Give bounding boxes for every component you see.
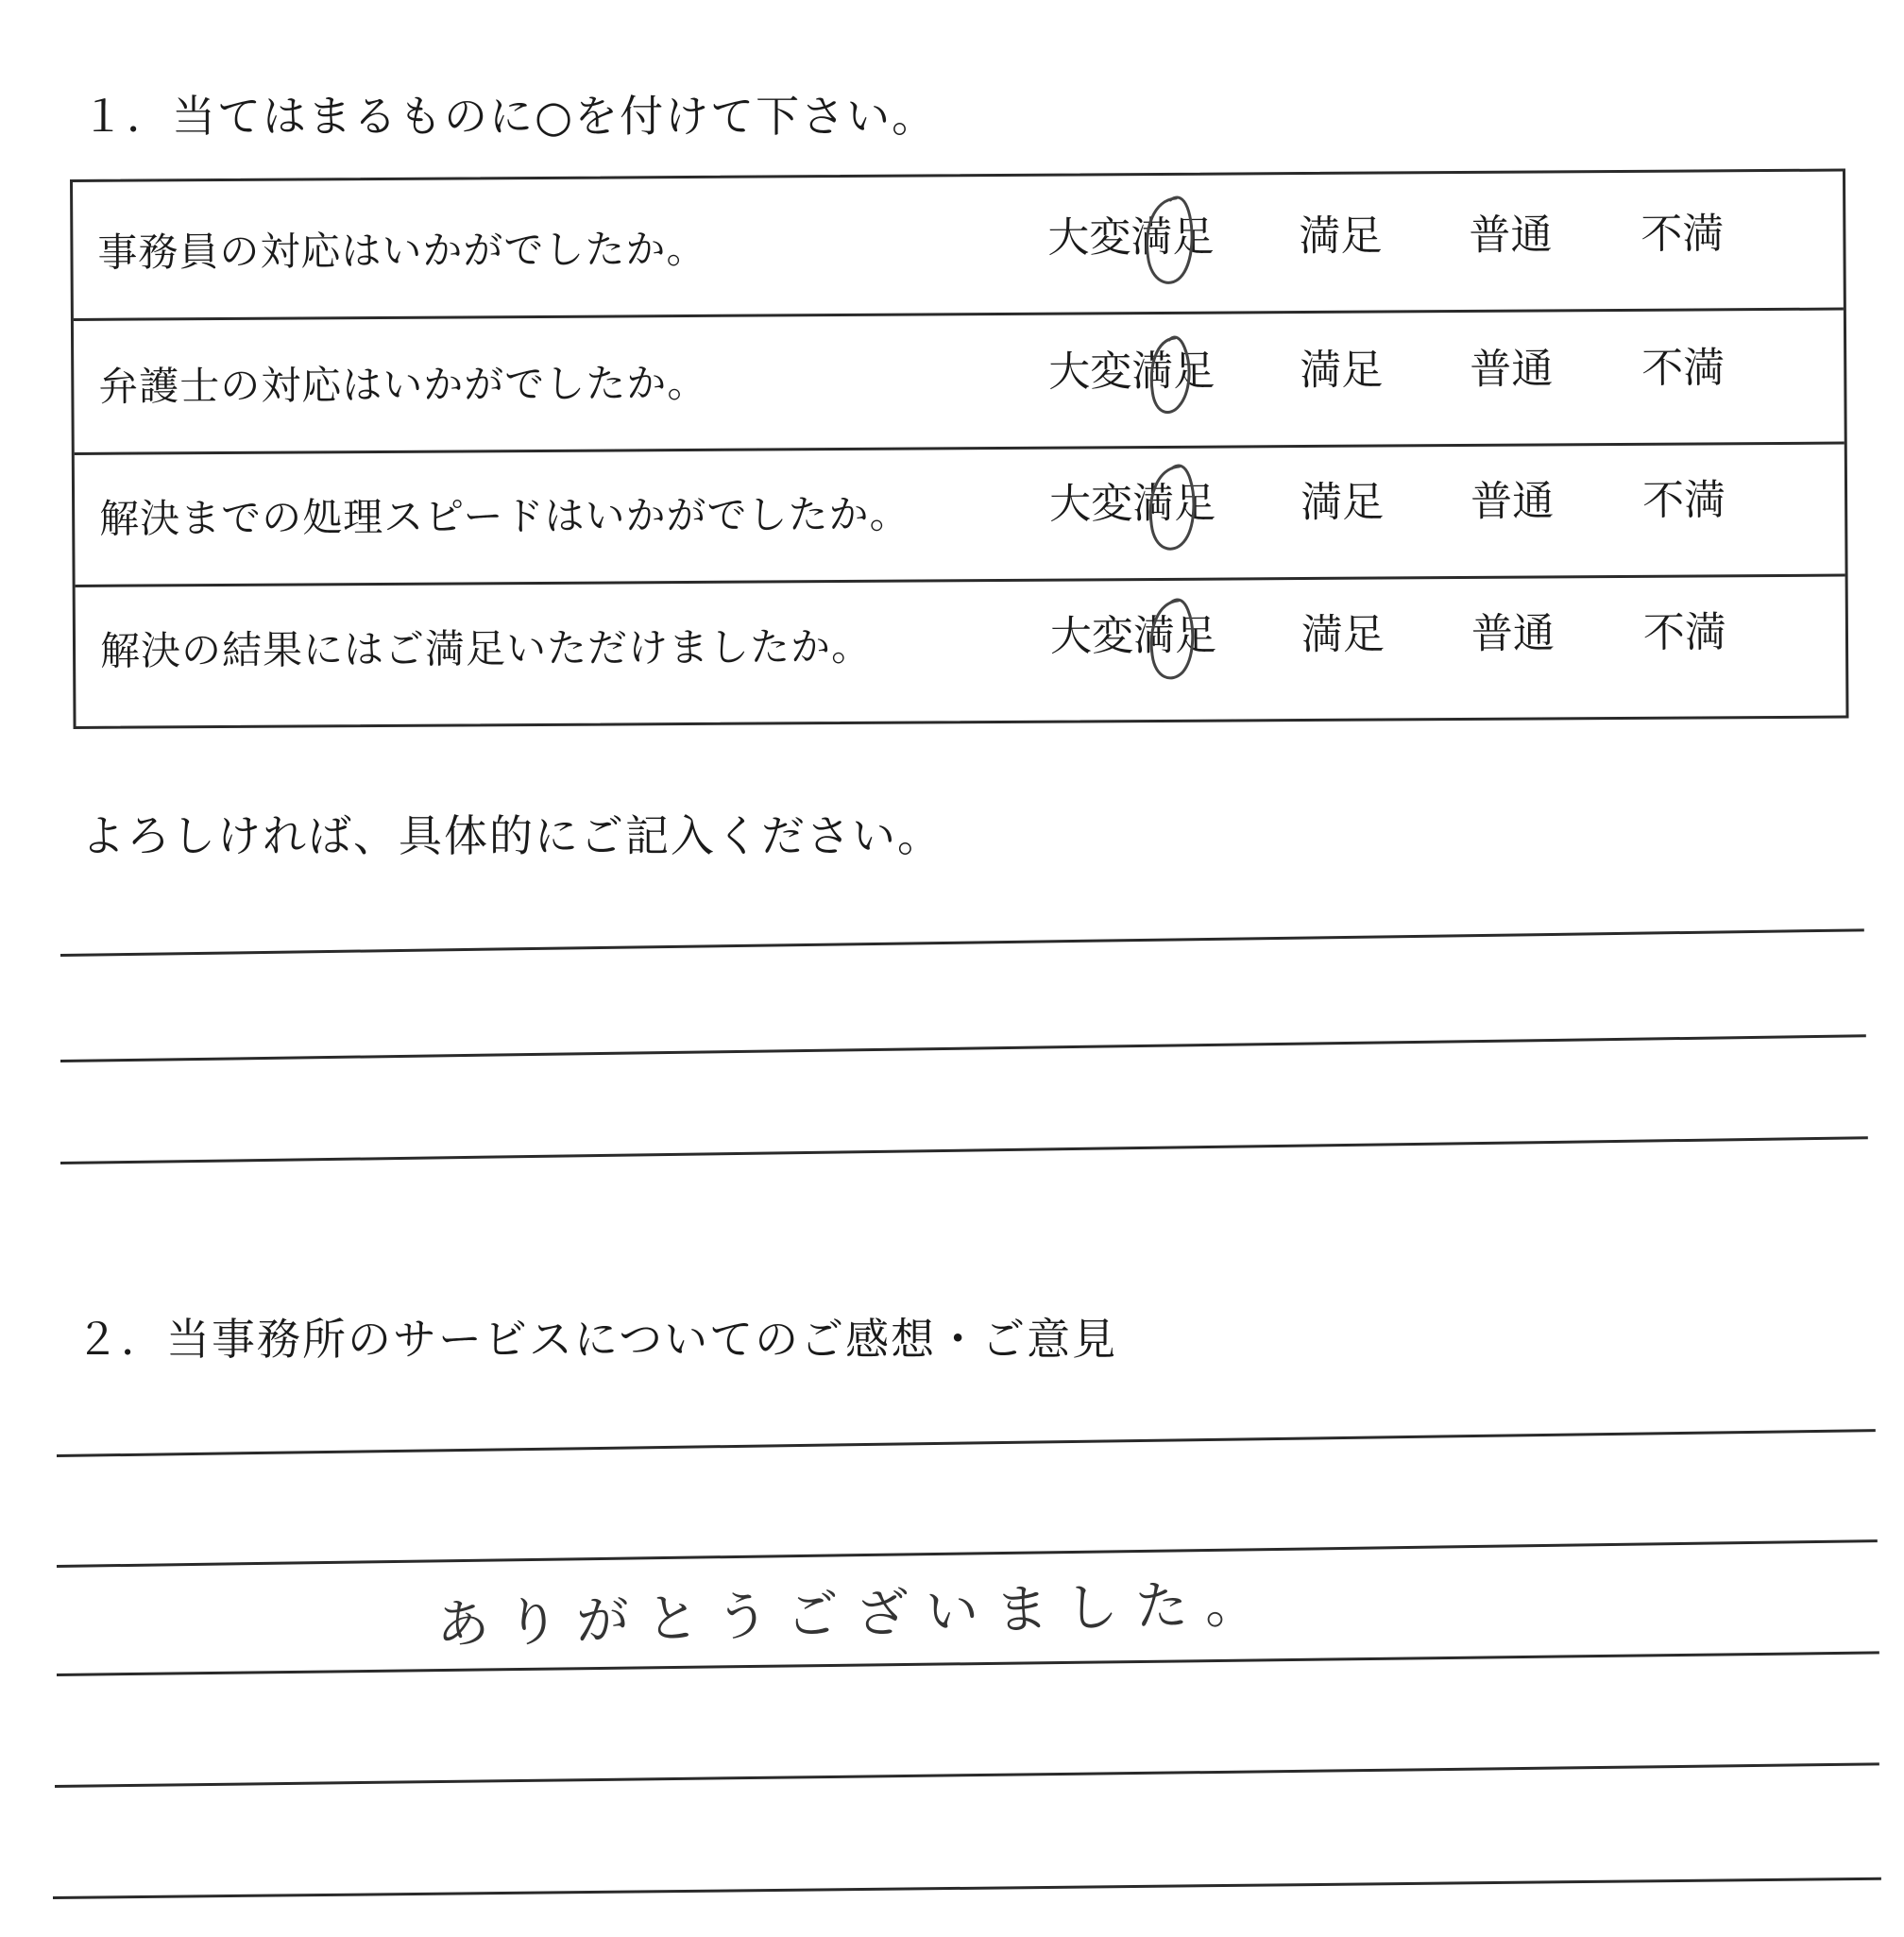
option-satisfied[interactable]: 満足 (1300, 346, 1384, 396)
satisfaction-table (70, 169, 1849, 729)
section-2-heading: ２．当事務所のサービスについてのご感想・ご意見 (76, 1314, 1118, 1365)
question-speed: 解決までの処理スピードはいかがでしたか。 (99, 490, 910, 542)
option-very-satisfied[interactable]: 大変満足 (1047, 212, 1215, 263)
writing-line[interactable] (60, 928, 1864, 957)
question-staff: 事務員の対応はいかがでしたか。 (97, 225, 707, 276)
option-very-satisfied[interactable]: 大変満足 (1048, 347, 1216, 397)
handwritten-comment: ありがとうございました。 (435, 1572, 1276, 1657)
table-row (73, 181, 1844, 321)
option-satisfied[interactable]: 満足 (1300, 478, 1385, 528)
writing-line[interactable] (60, 1136, 1868, 1164)
option-very-satisfied[interactable]: 大変満足 (1049, 611, 1217, 661)
option-average[interactable]: 普通 (1469, 211, 1553, 260)
question-lawyer: 弁護士の対応はいかがでしたか。 (98, 359, 708, 410)
writing-line[interactable] (60, 1034, 1866, 1062)
option-average[interactable]: 普通 (1470, 477, 1555, 526)
table-row (76, 580, 1846, 720)
option-very-satisfied[interactable]: 大変満足 (1048, 479, 1216, 529)
option-dissatisfied[interactable]: 不満 (1642, 608, 1727, 657)
question-result: 解決の結果にはご満足いただけましたか。 (99, 622, 873, 674)
option-satisfied[interactable]: 満足 (1299, 212, 1383, 262)
section-1-heading: １．当てはまるものに○を付けて下さい。 (81, 91, 938, 142)
table-row (75, 448, 1845, 587)
writing-line[interactable] (57, 1539, 1878, 1568)
writing-line[interactable] (55, 1762, 1879, 1788)
writing-line[interactable] (53, 1878, 1881, 1899)
detail-prompt: よろしければ、具体的にご記入ください。 (81, 810, 943, 861)
table-row (74, 315, 1844, 455)
writing-line[interactable] (57, 1429, 1876, 1457)
option-dissatisfied[interactable]: 不満 (1641, 344, 1726, 393)
option-dissatisfied[interactable]: 不満 (1641, 476, 1726, 525)
option-average[interactable]: 普通 (1470, 345, 1554, 394)
option-satisfied[interactable]: 満足 (1300, 610, 1386, 660)
option-dissatisfied[interactable]: 不満 (1640, 210, 1725, 259)
writing-line[interactable] (57, 1651, 1879, 1676)
option-average[interactable]: 普通 (1470, 609, 1556, 658)
